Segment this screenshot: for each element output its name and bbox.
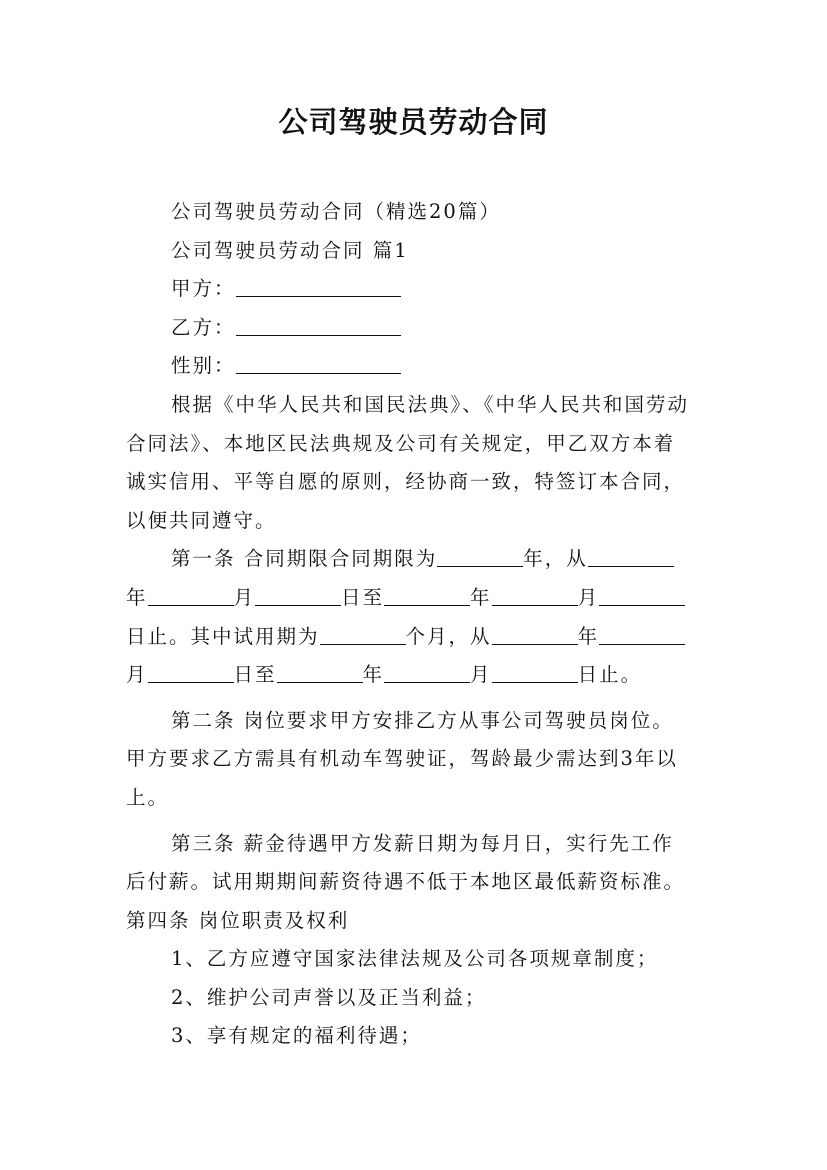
clause2-line: 第二条 岗位要求甲方安排乙方从事公司驾驶员岗位。 bbox=[171, 708, 674, 732]
date-blank bbox=[599, 624, 685, 645]
list-item: 3、享有规定的福利待遇； bbox=[171, 1024, 422, 1048]
list-item: 2、维护公司声誉以及正当利益； bbox=[171, 985, 487, 1009]
date-blank bbox=[492, 624, 578, 645]
intro-line: 合同法》、本地区民法典规及公司有关规定，甲乙双方本着 bbox=[126, 431, 676, 455]
clause1-text: 月 bbox=[470, 663, 492, 687]
clause1-text: 日至 bbox=[341, 585, 385, 609]
party-a-label: 甲方： bbox=[171, 277, 236, 301]
date-blank bbox=[148, 662, 234, 683]
article-heading: 公司驾驶员劳动合同 篇1 bbox=[171, 238, 409, 262]
date-blank bbox=[492, 585, 578, 606]
intro-line: 以便共同遵守。 bbox=[126, 508, 277, 532]
clause4-heading: 第四条 岗位职责及权利 bbox=[126, 908, 350, 932]
clause1-text: ，从 bbox=[544, 547, 588, 571]
date-blank bbox=[492, 662, 578, 683]
term-blank bbox=[437, 546, 523, 567]
party-a-line bbox=[126, 270, 712, 309]
trial-blank bbox=[320, 624, 406, 645]
date-blank bbox=[384, 585, 470, 606]
clause1-text: 月 bbox=[577, 585, 600, 609]
clause2-line: 甲方要求乙方需具有机动车驾驶证，驾龄最少需达到3年以 bbox=[126, 747, 678, 771]
clause1-text: 日止。 bbox=[126, 624, 191, 648]
clause1-line bbox=[126, 618, 712, 657]
clause1-text: 年 bbox=[470, 585, 492, 609]
gender-line bbox=[126, 347, 712, 386]
date-blank bbox=[255, 585, 341, 606]
clause3-line: 第三条 薪金待遇甲方发薪日期为每月日，实行先工作 bbox=[171, 831, 674, 855]
date-blank bbox=[277, 662, 363, 683]
clause1-text: 月 bbox=[233, 585, 256, 609]
clause1-text: 日至 bbox=[233, 663, 277, 687]
date-blank bbox=[599, 585, 685, 606]
party-a-blank bbox=[236, 276, 401, 297]
clause1-text: 年 bbox=[577, 624, 600, 648]
clause1-text: 其中试用期为 bbox=[190, 624, 320, 648]
clause1-text: 年 bbox=[126, 585, 148, 609]
document-title: 公司驾驶员劳动合同 bbox=[278, 105, 549, 139]
clause2-line: 上。 bbox=[126, 785, 170, 809]
intro-line: 根据《中华人民共和国民法典》、《中华人民共和国劳动 bbox=[171, 392, 690, 416]
clause1-text: 年 bbox=[523, 547, 545, 571]
party-b-blank bbox=[236, 315, 401, 336]
clause1-text: 日止。 bbox=[577, 663, 643, 687]
list-item: 1、乙方应遵守国家法律法规及公司各项规章制度； bbox=[171, 947, 659, 971]
subtitle-line: 公司驾驶员劳动合同（精选20篇） bbox=[171, 200, 501, 223]
clause1-line bbox=[126, 579, 712, 618]
clause1-text: 个月 bbox=[405, 624, 449, 648]
date-blank bbox=[384, 662, 470, 683]
clause1-line bbox=[126, 540, 712, 579]
clause3-line: 后付薪。试用期期间薪资待遇不低于本地区最低薪资标准。 bbox=[126, 870, 686, 894]
document-body bbox=[126, 193, 712, 1056]
party-b-label: 乙方： bbox=[171, 315, 236, 339]
gender-blank bbox=[236, 353, 401, 374]
clause1-text: 年 bbox=[362, 663, 385, 687]
clause1-line bbox=[126, 656, 712, 695]
intro-line: 诚实信用、平等自愿的原则，经协商一致，特签订本合同， bbox=[126, 470, 686, 494]
clause1-text: ，从 bbox=[448, 624, 492, 648]
date-blank bbox=[588, 546, 674, 567]
gender-label: 性别： bbox=[171, 354, 236, 378]
party-b-line bbox=[126, 309, 712, 348]
date-blank bbox=[148, 585, 234, 606]
clause1-text: 第一条 合同期限合同期限为 bbox=[171, 547, 438, 571]
clause1-text: 月 bbox=[126, 663, 148, 687]
